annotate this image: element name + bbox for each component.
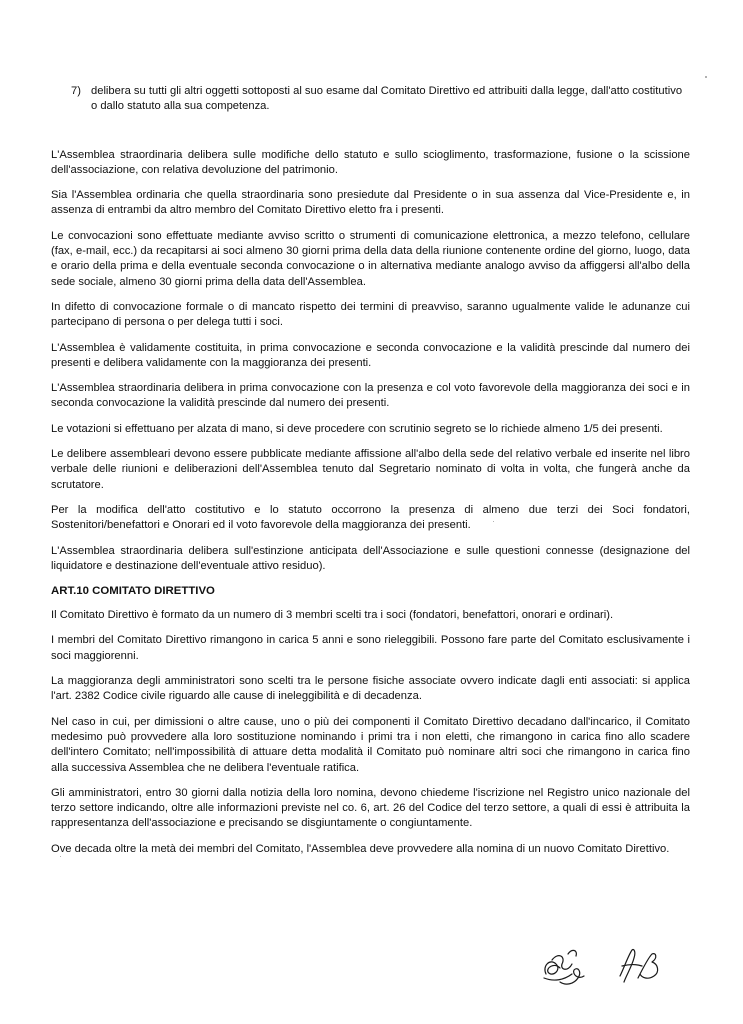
paragraph-committee-renewal: Ove decada oltre la metà dei membri del Comitato, l'Assemblea deve provvedere alla nomina di un nuovo Comitato Direttivo.: [51, 842, 670, 855]
document-body: [51, 84, 690, 867]
paragraph-statute-modification: Per la modifica dell'atto costitutivo e lo statuto occorrono la presenza di almeno due terzi dei Soci fondatori, Sostenitori/benefattori e Onorari ed il voto favorevole della maggioranza dei presenti.: [51, 503, 690, 532]
paragraph-extraordinary-quorum: L'Assemblea straordinaria delibera in prima convocazione con la presenza e col voto favorevole della maggioranza dei soci e in seconda convocazione la validità prescinde dal numero dei presenti.: [51, 382, 690, 410]
paragraph-voting: Le votazioni si effettuano per alzata di mano, si deve procedere con scrutinio segreto se lo richiede almeno 1/5 dei presenti.: [51, 422, 663, 435]
paragraph-committee-term: I membri del Comitato Direttivo rimangono in carica 5 anni e sono rieleggibili. Possono fare parte del Comitato esclusivamente i soci maggiorenni.: [51, 634, 690, 662]
paragraph-extraordinary-assembly: L'Assemblea straordinaria delibera sulle modifiche dello statuto e sullo scioglimento, trasformazione, fusione o la scissione dell'associazione, con relativa devoluzione del patrimonio.: [51, 148, 690, 176]
scan-speck: [60, 856, 61, 857]
signature-icon: [538, 942, 668, 992]
scan-speck: [705, 76, 707, 78]
paragraph-assembly-chair: Sia l'Assemblea ordinaria che quella straordinaria sono presiedute dal Presidente o in sua assenza dal Vice-Presidente e, in assenza di entrambi da altro membro del Comitato Direttivo eletto fra i presenti.: [51, 189, 690, 217]
list-item: [51, 84, 690, 115]
handwritten-signatures: [538, 942, 668, 992]
paragraph-administrators-majority: La maggioranza degli amministratori sono scelti tra le persone fisiche associate ovvero indicate dagli enti associati: si applica l'art. 2382 Codice civile riguardo alle cause di ineleggibilità e di decadenza.: [51, 675, 690, 703]
paragraph-committee-replacement: Nel caso in cui, per dimissioni o altre cause, uno o più dei componenti il Comitato Direttivo decadano dall'incarico, il Comitato medesimo può provvedere alla loro sostituzione nominando i primi tra i non eletti, che rimangono in carica fino allo scadere dell'intero Comitato; nell'impossibilità di attuare detta modalità il Comitato può nominare altri soci che rimangono in carica fino alla successiva Assemblea che ne delibera l'eventuale ratifica.: [51, 715, 690, 774]
list-item-text: delibera su tutti gli altri oggetti sottoposti al suo esame dal Comitato Direttivo ed attribuiti dalla legge, dall'atto costitutivo o dallo statuto alla sua competenza.: [91, 85, 683, 113]
paragraph-convocations: Le convocazioni sono effettuate mediante avviso scritto o strumenti di comunicazione elettronica, a mezzo telefono, cellulare (fax, e-mail, ecc.) da recapitarsi ai soci almeno 30 giorni prima della data della riunione contenente ordine del giorno, luogo, data e orario della prima e della eventuale seconda convocazione o in alternativa mediante analogo avviso da affiggersi all'albo della sede sociale, almeno 30 giorni prima della data dell'Assemblea.: [51, 229, 690, 288]
paragraph-registry-enrollment: Gli amministratori, entro 30 giorni dalla notizia della loro nomina, devono chiedeme l'iscrizione nel Registro unico nazionale del terzo settore indicando, oltre alle informazioni previste nel co. 6, art. 26 del Codice del terzo settore, a quali di essi è attribuita la rappresentanza dell'associazione e precisando se disgiuntamente o congiuntamente.: [51, 786, 690, 830]
list-item-number: 7): [71, 85, 81, 97]
scan-speck: [493, 521, 494, 522]
paragraph-early-dissolution: L'Assemblea straordinaria delibera sull'estinzione anticipata dell'Associazione e sulle questioni connesse (designazione del liquidatore e destinazione dell'eventuale attivo residuo).: [51, 544, 690, 572]
paragraph-assembly-validity: L'Assemblea è validamente costituita, in prima convocazione e seconda convocazione e la validità prescinde dal numero dei presenti e delibera validamente con la maggioranza dei presenti.: [51, 341, 690, 369]
paragraph-formal-convocation: In difetto di convocazione formale o di mancato rispetto dei termini di preavviso, saranno ugualmente valide le adunanze cui partecipano di persona o per delega tutti i soci.: [51, 300, 690, 329]
paragraph-committee-composition: Il Comitato Direttivo è formato da un numero di 3 membri scelti tra i soci (fondatori, benefattori, onorari e ordinari).: [51, 609, 614, 622]
paragraph-resolutions-publication: Le delibere assembleari devono essere pubblicate mediante affissione all'albo della sede del relativo verbale ed inserite nel libro verbale delle riunioni e deliberazioni dell'Assemblea tenuto dal Segretario nominato di volta in volta, che fungerà anche da scrutatore.: [51, 448, 690, 491]
section-heading: ART.10 COMITATO DIRETTIVO: [51, 585, 215, 598]
